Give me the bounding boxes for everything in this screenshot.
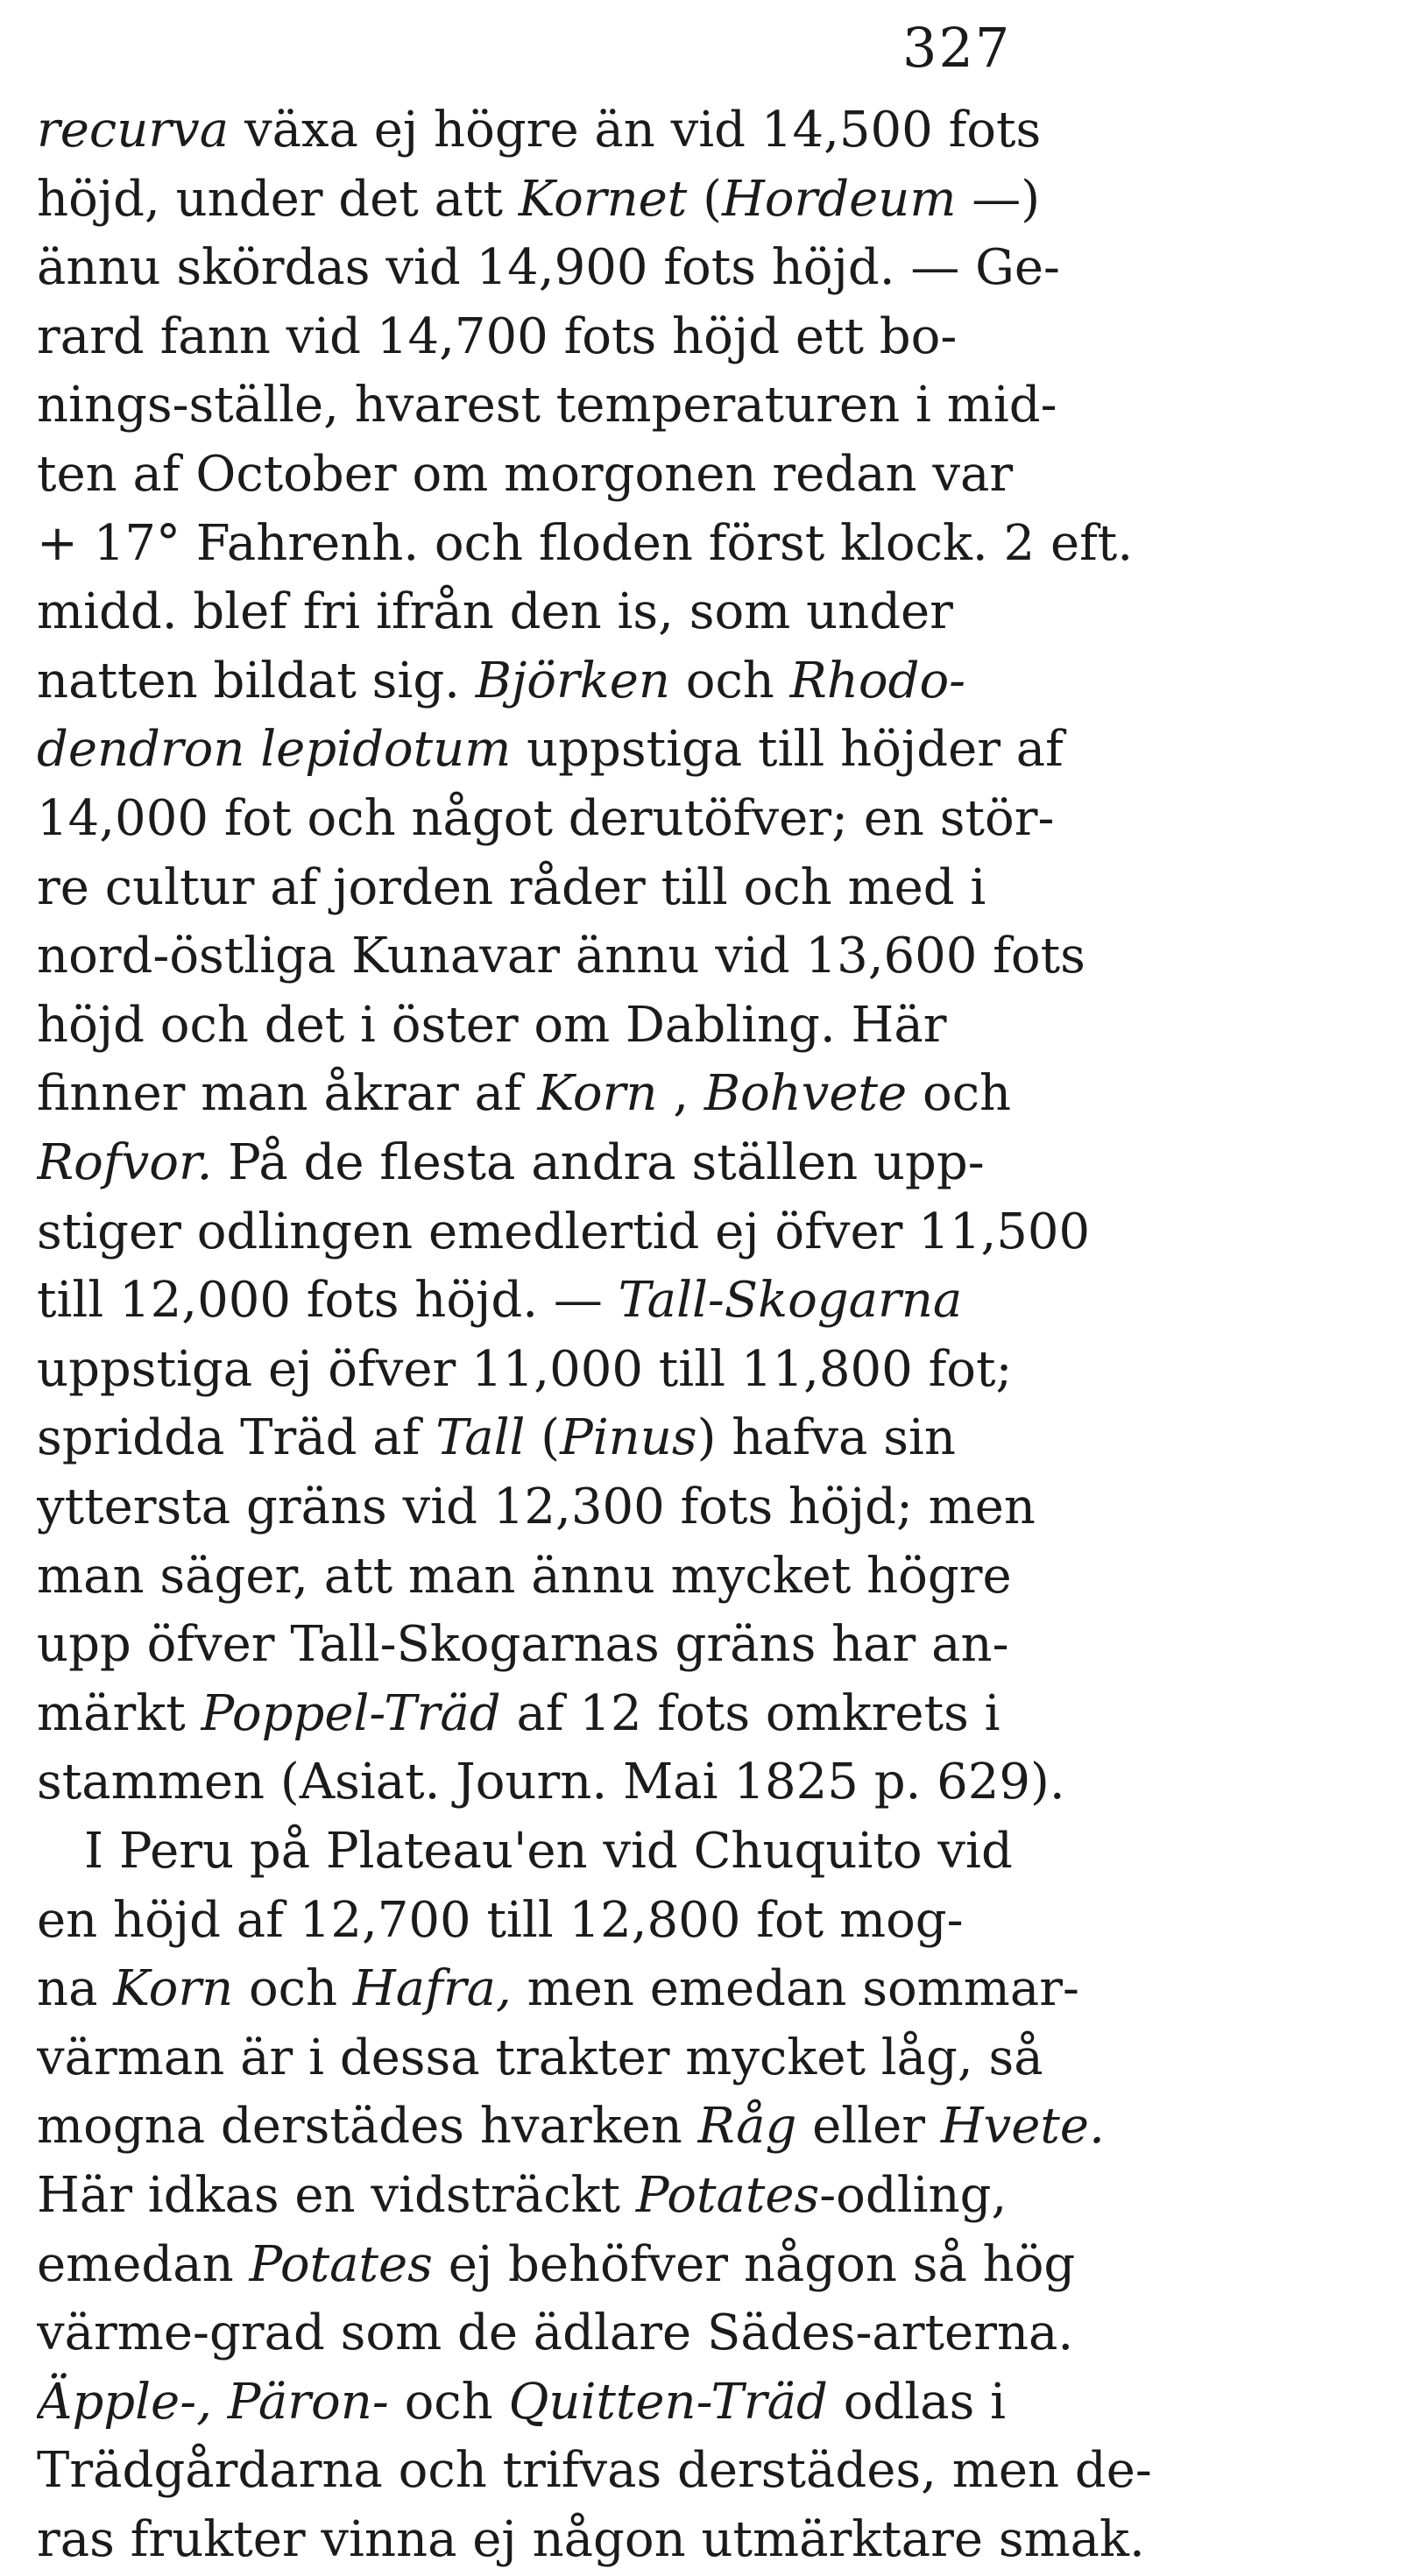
italic-term: Poppel-Träd xyxy=(201,1684,501,1742)
italic-term: Korn xyxy=(537,1065,658,1123)
text-run: , xyxy=(657,1065,704,1123)
italic-term: Tall-Skogarna xyxy=(618,1272,963,1330)
text-line xyxy=(37,921,1368,992)
italic-term: Quitten-Träd xyxy=(508,2373,828,2431)
text-run: ten af October om morgonen redan var xyxy=(37,446,1014,503)
text-line xyxy=(37,646,1368,717)
text-line xyxy=(37,852,1368,924)
text-run: 14,000 fot och något derutöfver; en stör- xyxy=(37,790,1055,847)
text-run: stiger odlingen emedlertid ej öfver 11,500 xyxy=(37,1203,1091,1260)
text-line xyxy=(84,1816,1368,1888)
text-run: upp öfver Tall-Skogarnas gräns har an- xyxy=(37,1616,1009,1674)
text-run: mogna derstädes hvarken xyxy=(37,2098,698,2156)
text-run: eller xyxy=(796,2098,941,2156)
text-run: höjd och det i öster om Dabling. Här xyxy=(37,996,947,1054)
text-run: nord-östliga Kunavar ännu vid 13,600 fots xyxy=(37,928,1085,985)
text-run: På de flesta andra ställen upp- xyxy=(212,1134,985,1191)
text-run: och xyxy=(669,652,790,709)
italic-term: Hordeum xyxy=(721,170,957,228)
text-run: spridda Träd af xyxy=(37,1409,436,1467)
text-line xyxy=(37,301,1368,373)
italic-term: Hvete. xyxy=(940,2098,1105,2156)
text-line xyxy=(37,1678,1368,1750)
text-run: Här idkas en vidsträckt xyxy=(37,2167,636,2224)
text-run: uppstiga ej öfver 11,000 till 11,800 fot; xyxy=(37,1340,1013,1398)
text-run: nings-ställe, hvarest temperaturen i mid- xyxy=(37,377,1057,434)
text-line xyxy=(37,1471,1368,1543)
text-line xyxy=(37,1953,1368,2025)
text-run: ( xyxy=(687,170,722,228)
text-run: man säger, att man ännu mycket högre xyxy=(37,1547,1012,1605)
text-run: ej behöfver någon så hög xyxy=(432,2235,1076,2293)
text-run: en höjd af 12,700 till 12,800 fot mog- xyxy=(37,1891,964,1949)
text-run: re cultur af jorden råder till och med i xyxy=(37,858,986,916)
text-run: ( xyxy=(525,1409,561,1467)
text-run: rard fann vid 14,700 fots höjd ett bo- xyxy=(37,307,958,365)
text-line xyxy=(37,1196,1368,1268)
text-run: natten bildat sig. xyxy=(37,652,476,709)
text-run: och xyxy=(233,1960,353,2018)
text-line xyxy=(37,370,1368,441)
italic-term: Rhodo- xyxy=(789,652,966,709)
text-run: —) xyxy=(956,170,1041,228)
text-line xyxy=(37,2022,1368,2094)
text-line xyxy=(37,1609,1368,1681)
text-run: emedan xyxy=(37,2235,250,2293)
text-line xyxy=(37,1541,1368,1613)
text-run: yttersta gräns vid 12,300 fots höjd; men xyxy=(37,1479,1036,1535)
italic-term: Kornet xyxy=(518,170,688,228)
text-line xyxy=(37,164,1368,236)
text-run: till 12,000 fots höjd. — xyxy=(37,1272,619,1330)
text-run: Trädgårdarna och trifvas derstädes, men de- xyxy=(37,2442,1152,2500)
italic-term: Tall xyxy=(435,1409,526,1467)
text-run xyxy=(212,2374,228,2431)
text-line xyxy=(37,508,1368,580)
text-line xyxy=(37,1885,1368,1957)
text-run: finner man åkrar af xyxy=(37,1065,538,1123)
text-run: värme-grad som de ädlare Sädes-arterna. xyxy=(37,2304,1074,2362)
text-line xyxy=(37,783,1368,855)
italic-term: Päron- xyxy=(227,2373,389,2431)
text-line xyxy=(37,1402,1368,1474)
text-line xyxy=(37,2504,1368,2576)
text-line xyxy=(37,714,1368,786)
text-line xyxy=(37,990,1368,1062)
text-line xyxy=(37,2160,1368,2232)
text-run: märkt xyxy=(37,1684,202,1742)
text-line xyxy=(37,2091,1368,2163)
text-line xyxy=(37,2367,1368,2438)
italic-term: Hafra, xyxy=(352,1960,512,2018)
italic-term: Rofvor. xyxy=(37,1134,213,1191)
italic-term: Potates xyxy=(635,2167,820,2224)
text-run: värman är i dessa trakter mycket låg, så xyxy=(37,2029,1043,2086)
text-line xyxy=(37,1747,1368,1818)
text-run: + 17° Fahrenh. och floden först klock. 2 eft. xyxy=(37,514,1134,572)
italic-term: Pinus xyxy=(560,1409,697,1467)
text-run: midd. blef fri ifrån den is, som under xyxy=(37,583,953,641)
italic-term: Äpple-, xyxy=(37,2373,212,2431)
text-run: och xyxy=(388,2373,509,2431)
text-run: och xyxy=(907,1065,1012,1123)
text-line xyxy=(37,1058,1368,1130)
italic-term: Korn xyxy=(113,1960,234,2018)
text-run: men emedan sommar- xyxy=(511,1960,1079,2018)
text-line xyxy=(37,1127,1368,1199)
text-line xyxy=(37,232,1368,304)
italic-term: Bohvete xyxy=(704,1065,908,1123)
text-line xyxy=(37,1334,1368,1406)
italic-term: dendron lepidotum xyxy=(37,721,512,779)
page-number: 327 xyxy=(902,16,1012,80)
text-line xyxy=(37,95,1368,166)
text-line xyxy=(37,576,1368,648)
italic-term: Potates xyxy=(249,2235,433,2293)
italic-term: Råg xyxy=(697,2098,797,2156)
text-line xyxy=(37,2297,1368,2369)
italic-term: Björken xyxy=(475,652,670,709)
text-run: uppstiga till höjder af xyxy=(511,721,1064,779)
text-run: ännu skördas vid 14,900 fots höjd. — Ge- xyxy=(37,239,1060,297)
text-run: na xyxy=(37,1960,114,2018)
text-run: -odling, xyxy=(819,2167,1008,2224)
text-line xyxy=(37,439,1368,511)
text-run: växa ej högre än vid 14,500 fots xyxy=(229,102,1042,159)
text-line xyxy=(37,1265,1368,1337)
text-run: odlas i xyxy=(827,2373,1007,2431)
text-line xyxy=(37,2229,1368,2301)
text-line xyxy=(37,2435,1368,2507)
text-run: ras frukter vinna ej någon utmärktare smak. xyxy=(37,2511,1145,2568)
text-run: ) hafva sin xyxy=(696,1409,956,1467)
text-run: höjd, under det att xyxy=(37,170,519,228)
text-run: I Peru på Plateau'en vid Chuquito vid xyxy=(84,1823,1013,1880)
text-run: stammen (Asiat. Journ. Mai 1825 p. 629). xyxy=(37,1754,1065,1811)
text-run: af 12 fots omkrets i xyxy=(500,1684,1000,1742)
italic-term: recurva xyxy=(37,102,230,159)
